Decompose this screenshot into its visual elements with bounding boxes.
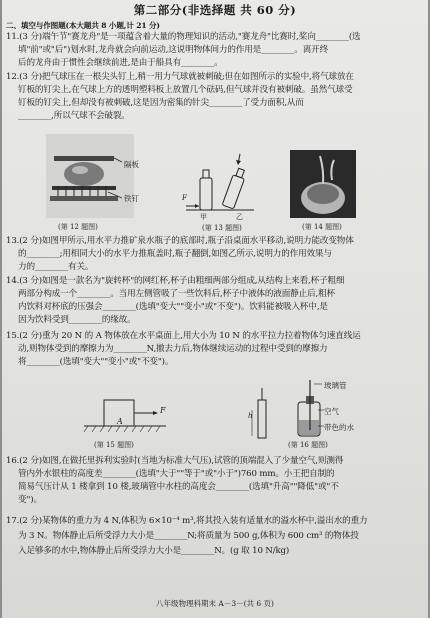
q16-line-4: 变")。 (18, 495, 42, 505)
figure-16-h-label: h (248, 412, 253, 420)
q12-line-4: ________,所以气球不会破裂。 (18, 111, 130, 121)
figure-13-a-label: 甲 (200, 213, 207, 221)
figure-16-tube-label: 玻璃管 (324, 381, 347, 390)
figure-14-caption: (第 14 题图) (302, 223, 342, 231)
figure-15-block-on-table (80, 382, 170, 436)
q14-line-4: 因为饮料受到________的缘故。 (18, 315, 136, 325)
figure-12-caption: (第 12 题图) (58, 223, 98, 231)
q12-line-2: 钉板的钉尖上,在气球上方的透明塑料板上放置几个砝码,但气球并没有被刺破。虽然气球受 (18, 85, 353, 95)
q15-line-1: 15.(2 分)重为 20 N 的 A 物体放在水平桌面上,用大小为 10 N 的水平拉力拉着物体匀速直线运 (6, 331, 361, 341)
figure-13-b-label: 乙 (236, 213, 243, 221)
figure-12-nails-label: 铁钉 (124, 194, 139, 203)
figure-16-water-label: 带色的水 (324, 423, 354, 432)
q15-line-2: 动,则物体受到的摩擦力为________N,撤去力后,物体继续运动的过程中受到的摩擦力 (18, 344, 328, 354)
exam-page (2, 0, 428, 618)
q13-line-2: 的________;用相同大小的水平力推瓶盖时,瓶子翻倒,如图乙所示,说明力的作用效果与 (18, 249, 332, 259)
figure-14-cup-photo (290, 150, 356, 218)
q17-line-1: 17.(2 分)某物体的重力为 4 N,体积为 6×10⁻⁴ m³,将其投入装有适量水的溢水杯中,溢出水的重力 (6, 516, 368, 526)
q17-line-3: 入足够多的水中,物体静止后所受浮力大小是________N。(g 取 10 N/kg) (18, 546, 290, 556)
q16-line-2: 管内外水银柱的高度差________(选填"大于""等于"或"小于")760 mm。小王把自制的 (18, 469, 335, 479)
page-footer: 八年级物理科期末 A－3－(共 6 页) (156, 599, 274, 608)
q16-line-3: 简易气压计从 1 楼拿到 10 楼,玻璃管中水柱的高度会________(选填"升高""降低"或"不 (18, 482, 339, 492)
section-heading: 二、填空与作图题(本大题共 8 小题,计 21 分) (6, 21, 160, 30)
figure-15-block-label: A (117, 417, 123, 426)
q16-line-1: 16.(2 分)如图,在做托里拆利实验时(当地为标准大气压),试管的顶端混入了少量空气,则测得 (6, 456, 344, 466)
q17-line-2: 为 3 N。物体静止后所受浮力大小是________N;将质量为 500 g,体积为 600 cm³ 的物体投 (18, 531, 359, 541)
q11-line-3: 后的龙舟由于惯性会继续前进,是由于船具有________。 (18, 58, 223, 68)
figure-12-board-label: 隔板 (124, 160, 139, 169)
q13-line-3: 力的________有关。 (18, 262, 94, 272)
q14-line-2: 两部分构成一个________。当用左侧管吸了一些饮料后,杯子中液体的液面静止后,粗杯 (18, 289, 335, 299)
q11-line-1: 11.(3 分)端午节"赛龙舟"是一项蕴含着大量的物理知识的活动,"赛龙舟"比赛时,桨向________(选 (6, 32, 361, 42)
q12-line-3: 钉板的钉尖上,但却没有被刺破,这是因为密集的针尖________了受力面积,从而 (18, 98, 304, 108)
q14-line-3: 内饮料对杯底的压强会________(选填"变大""变小"或"不变")。饮料能被吸入杯中,是 (18, 302, 328, 312)
figure-13-force-label: F (182, 194, 187, 202)
q15-line-3: 将________(选填"变大""变小"或"不变")。 (18, 357, 174, 367)
figure-16-air-label: 空气 (324, 407, 339, 416)
q11-line-2: 填"前"或"后")划水时,龙舟就会向前运动,这说明物体间力的作用是________。离开终 (18, 45, 329, 55)
figure-16-caption: (第 16 题图) (288, 441, 328, 449)
figure-13-caption: (第 13 题图) (202, 224, 242, 232)
q13-line-1: 13.(2 分)如图甲所示,用水平力推矿泉水瓶子的底部时,瓶子沿桌面水平移动,说明力能改变物体 (6, 236, 354, 246)
figure-15-caption: (第 15 题图) (94, 441, 134, 449)
section-title: 第二部分(非选择题 共 60 分) (133, 3, 297, 17)
q14-line-1: 14.(3 分)如图是一款名为"旋转杯"的网红杯,杯子由粗细两部分组成,从结构上来看,杯子粗细 (6, 276, 345, 286)
figure-12-nail-board (42, 134, 142, 218)
q12-line-1: 12.(3 分)把气球压在一根尖头钉上,稍一用力气球就被刺破;但在如图所示的实验中,将气球放在 (6, 72, 354, 82)
figure-13-bottles (180, 150, 260, 216)
figure-15-force-label: F (160, 406, 166, 415)
